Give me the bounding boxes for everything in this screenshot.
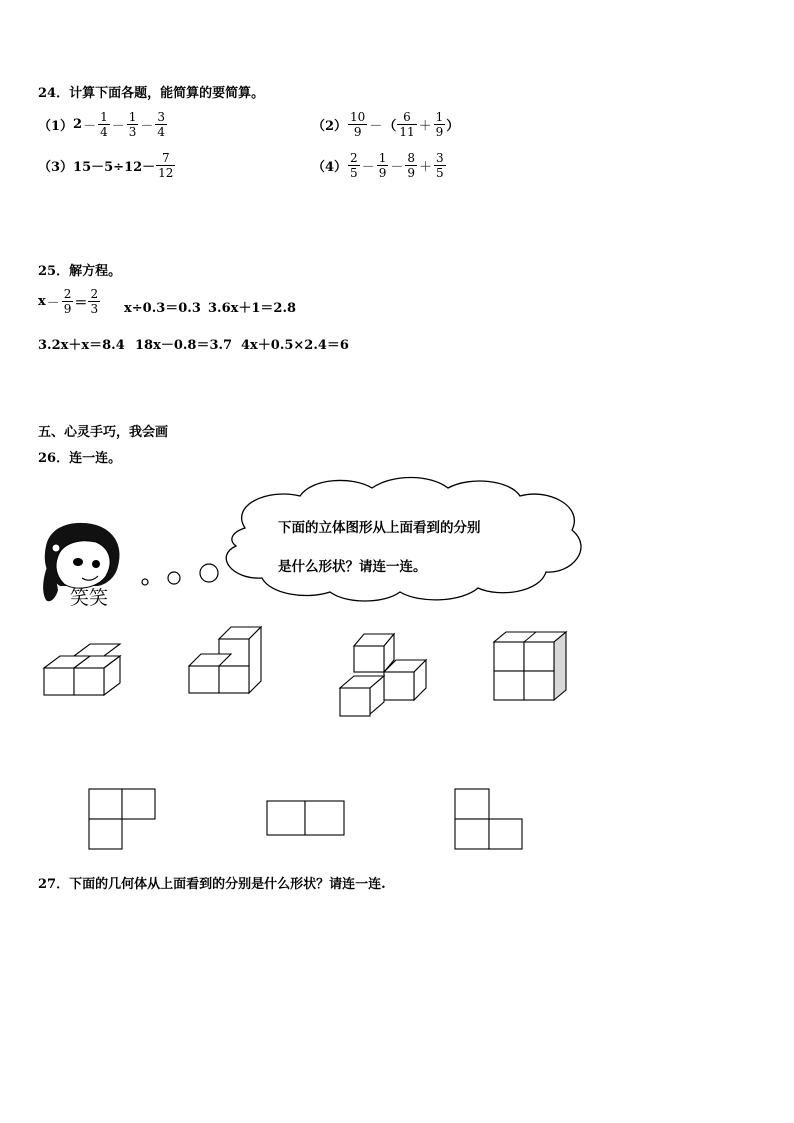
q24-p2-frac3: $\frac{1}{9}$	[435, 110, 444, 139]
q25-equation6: 4x＋0.5×2.4＝6	[241, 338, 349, 353]
q24-p4-frac3: $\frac{8}{9}$	[407, 151, 415, 180]
q24-p3-frac: $\frac{7}{12}$	[158, 151, 174, 180]
solid-figure-4	[494, 632, 566, 700]
q24-part1: （1） 2 － $\frac{1}{4}$ － $\frac{1}{3}$ － $\frac{3}{4}$	[38, 110, 166, 139]
q24-p2-frac1: $\frac{10}{9}$	[350, 110, 366, 139]
q24-p2-label: （2）	[312, 119, 348, 134]
q24-p4-frac4: $\frac{3}{5}$	[436, 151, 444, 180]
q25-equation5: 18x－0.8＝3.7	[135, 338, 233, 353]
q25-equation4: 3.2x＋x＝8.4	[38, 338, 125, 353]
q24-p1-frac1: $\frac{1}{4}$	[100, 110, 108, 139]
thought-bubble-small	[142, 579, 148, 585]
q25-equation2: x÷0.3＝0.3	[124, 301, 201, 316]
girl-label: 笑笑	[70, 587, 109, 609]
solid-figure-2	[189, 627, 261, 693]
q24-p3-label: （3）	[38, 160, 74, 175]
q25-equation1: x － $\frac{2}{9}$ ＝ $\frac{2}{3}$	[38, 287, 99, 316]
q25-title: 25．解方程。	[38, 264, 122, 279]
q24-p3-expr: 15－5÷12－	[73, 160, 156, 175]
q25-e1-frac1: $\frac{2}{9}$	[63, 287, 72, 316]
q25-e1-frac2: $\frac{2}{3}$	[90, 287, 99, 316]
q24-p4-frac2: $\frac{1}{9}$	[378, 151, 387, 180]
thought-cloud-shape	[226, 478, 581, 602]
thought-bubble-medium	[168, 572, 180, 584]
q24-part4: （4） $\frac{2}{5}$ － $\frac{1}{9}$ － $\frac{8}{9}$ ＋ $\frac{3}{5}$	[312, 151, 444, 180]
solid-figure-3	[340, 634, 426, 716]
q24-p1-frac2: $\frac{1}{3}$	[128, 110, 137, 139]
cloud-text-line2: 是什么形状？请连一连。	[278, 559, 427, 575]
top-view-shape-2	[267, 801, 344, 835]
solid-figure-1	[44, 644, 120, 695]
q24-title: 24．计算下面各题，能简算的要简算。	[38, 86, 265, 101]
q24-p1-frac3: $\frac{3}{4}$	[157, 110, 166, 139]
section5-title: 五、心灵手巧，我会画	[38, 425, 169, 440]
thought-bubble-large	[200, 564, 218, 582]
q24-p2-frac2: $\frac{6}{11}$	[399, 110, 415, 139]
q27-title: 27．下面的几何体从上面看到的分别是什么形状？请连一连.	[38, 877, 386, 892]
q24-p2-close: ）	[446, 119, 460, 134]
q24-p1-whole: 2	[73, 117, 83, 132]
q24-part2: （2） $\frac{10}{9}$ － （ $\frac{6}{11}$ ＋ $\frac{1}{9}$ ）	[312, 110, 460, 139]
q24-p4-label: （4）	[312, 160, 348, 175]
q24-p1-label: （1）	[38, 119, 74, 134]
q24-p4-frac1: $\frac{2}{5}$	[350, 151, 358, 180]
q25-e1-var: x	[38, 294, 46, 309]
q25-equation3: 3.6x＋1＝2.8	[208, 301, 297, 316]
q24-p2-open: （	[383, 119, 397, 134]
cloud-text-line1: 下面的立体图形从上面看到的分别	[278, 520, 481, 536]
top-view-shape-1	[89, 789, 155, 849]
q25-e1-eq: ＝	[74, 296, 88, 311]
top-view-shape-3	[455, 789, 522, 849]
q26-title: 26．连一连。	[38, 451, 122, 466]
